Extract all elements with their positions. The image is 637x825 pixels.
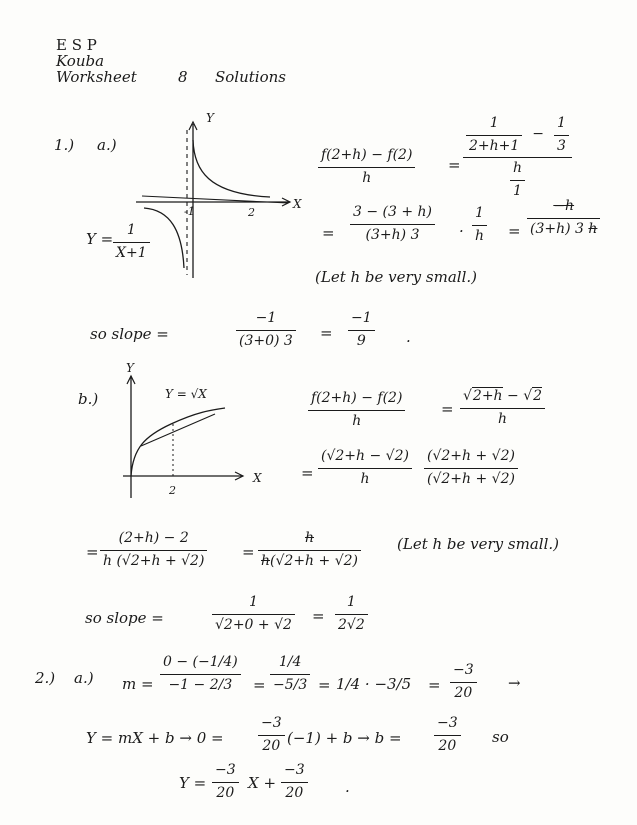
- complex-fraction: $\frac{1}{2+h+1}$ − $\frac{1}{3}$ $\frac{h}{1}$: [463, 115, 572, 200]
- x-axis-label: X: [253, 471, 262, 485]
- equals-2a-1: =: [253, 676, 266, 694]
- equals-2a-3: =: [428, 676, 441, 694]
- header-esp: E S P: [56, 36, 97, 54]
- header-solutions: Solutions: [215, 68, 286, 86]
- note-small-h: (Let h be very small.): [315, 268, 478, 286]
- header-author: Kouba: [56, 52, 105, 70]
- note-small-h-b: (Let h be very small.): [397, 535, 560, 553]
- sqrt-curve: [131, 408, 225, 476]
- slope-equals: =: [320, 324, 333, 342]
- curve-left: [144, 208, 184, 268]
- line-equation-2: (−1) + b → b =: [287, 729, 402, 747]
- slope-equals-b: =: [312, 607, 325, 625]
- tick-neg1: -1: [184, 205, 195, 218]
- slope-m-fraction: 0 − (−1/4) −1 − 2/3: [160, 654, 241, 694]
- curve-right: [193, 140, 270, 197]
- slope-result: −3 20: [450, 662, 477, 702]
- final-mid: X +: [248, 774, 277, 792]
- secant-line: [141, 414, 215, 446]
- equals-sign: =: [448, 156, 461, 174]
- diff-quotient: f(2+h) − f(2) h: [318, 147, 415, 187]
- graph-reciprocal: [130, 110, 310, 280]
- intercept-fraction: −3 20: [434, 715, 461, 755]
- tick-2: 2: [248, 206, 255, 219]
- equation-fraction: 1 X+1: [113, 222, 150, 262]
- slope-label-b: so slope =: [85, 609, 164, 627]
- x-axis-label: X: [293, 197, 302, 211]
- curve-label: Y = √X: [165, 387, 207, 401]
- dot-operator: ·: [459, 222, 464, 240]
- step2-fraction: 3 − (3 + h) (3+h) 3: [350, 204, 435, 244]
- cancel-fraction: h h(√2+h + √2): [258, 530, 361, 570]
- y-axis-label: Y: [126, 361, 134, 375]
- period: .: [406, 328, 411, 346]
- line-equation-1: Y = mX + b → 0 =: [86, 729, 224, 747]
- y-axis-label: Y: [206, 111, 214, 125]
- problem-1-label: 1.): [54, 136, 75, 154]
- slope-fraction: −1 (3+0) 3: [236, 310, 296, 350]
- graph-sqrt: [115, 358, 275, 503]
- final-period: .: [345, 778, 350, 796]
- equals-sign-b: =: [441, 400, 454, 418]
- problem-2a-label: a.): [74, 669, 94, 687]
- slope-label: so slope =: [90, 325, 169, 343]
- step2-b-fraction: (√2+h − √2) h: [318, 448, 412, 488]
- step3-b-equals-2: =: [242, 543, 255, 561]
- equation-label: Y =: [86, 230, 114, 248]
- arrow-1: →: [508, 674, 521, 692]
- diff-quotient-b: f(2+h) − f(2) h: [308, 390, 405, 430]
- slope-fraction-b: 1 √2+0 + √2: [212, 594, 295, 634]
- coef-fraction: −3 20: [258, 715, 285, 755]
- slope-m-label: m =: [122, 675, 154, 693]
- step3-b-fraction: (2+h) − 2 h (√2+h + √2): [100, 530, 207, 570]
- final-slope: −3 20: [212, 762, 239, 802]
- result-fraction: −h (3+h) 3 h: [527, 198, 600, 238]
- header-number: 8: [178, 68, 188, 86]
- header-worksheet: Worksheet: [56, 68, 137, 86]
- step2-equals-2: =: [508, 222, 521, 240]
- so-word: so: [492, 728, 509, 746]
- slope-value-b: 1 2√2: [335, 594, 368, 634]
- step2-b-equals: =: [301, 464, 314, 482]
- final-intercept: −3 20: [281, 762, 308, 802]
- final-prefix: Y =: [179, 774, 207, 792]
- sqrt-difference: √2+h − √2 h: [460, 388, 545, 428]
- problem-2-label: 2.): [35, 669, 56, 687]
- equals-2a-2: =: [318, 676, 331, 694]
- problem-1a-label: a.): [97, 136, 117, 154]
- problem-1b-label: b.): [78, 390, 99, 408]
- one-over-h: 1 h: [472, 205, 487, 245]
- slope-value: −1 9: [348, 310, 375, 350]
- step3-b-equals: =: [86, 543, 99, 561]
- conjugate-fraction: (√2+h + √2) (√2+h + √2): [424, 448, 518, 488]
- tick-2: 2: [169, 484, 176, 497]
- simplified-fraction: 1/4 −5/3: [270, 654, 310, 694]
- product-expression: 1/4 · −3/5: [336, 675, 412, 693]
- step2-equals: =: [322, 224, 335, 242]
